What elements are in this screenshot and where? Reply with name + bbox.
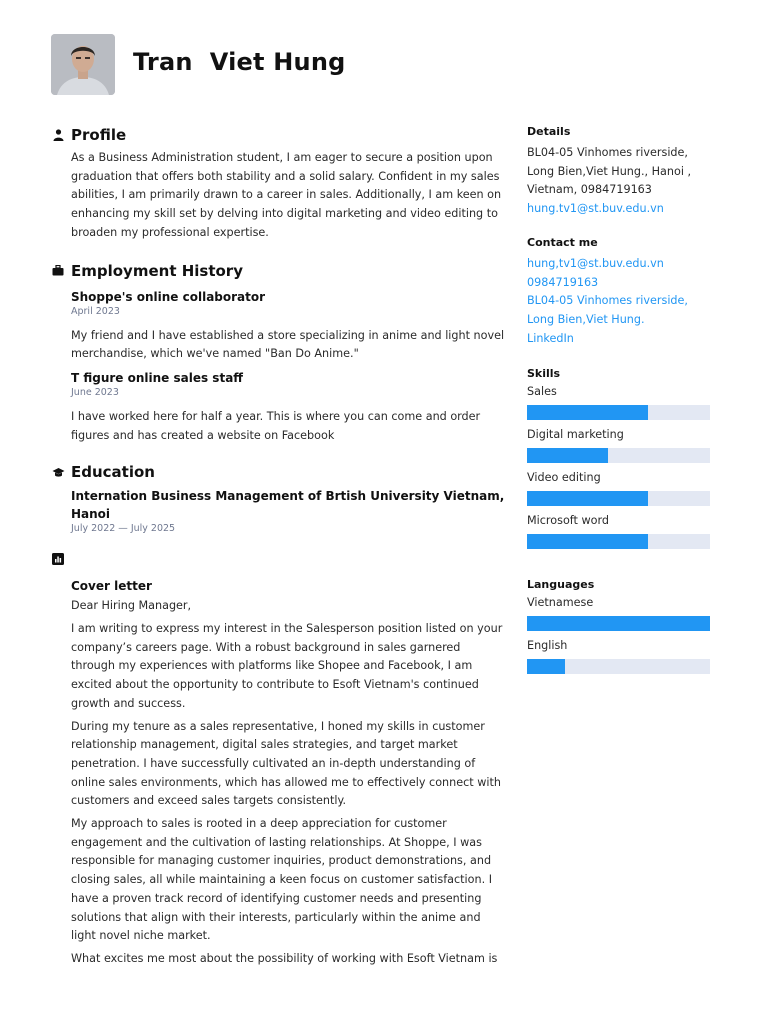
job-date: June 2023	[71, 386, 119, 398]
details-address: Long Bien,Viet Hung., Hanoi ,	[527, 164, 692, 178]
language-label: English	[527, 639, 568, 653]
job-date: April 2023	[71, 305, 120, 317]
person-icon	[51, 128, 65, 142]
skill-bar	[527, 491, 710, 506]
cover-paragraph: During my tenure as a sales representative, I honed my skills in customer relationship management, digital sales strategies, and target market penetration. I have successfully cultivated an in-depth understanding of online sales environments, which has allowed me to effectively connect with customers and exceed sales targets consistently.	[71, 719, 501, 808]
contact-email-link[interactable]: hung,tv1@st.buv.edu.vn	[527, 256, 664, 270]
skill-bar-fill	[527, 405, 648, 420]
skills-title: Skills	[527, 367, 561, 381]
education-date: July 2022 — July 2025	[71, 523, 176, 535]
skill-bar-fill	[527, 448, 608, 463]
contact-title: Contact me	[527, 235, 598, 249]
skill-bar	[527, 448, 710, 463]
details-address: Vietnam, 0984719163	[527, 183, 652, 197]
languages-list	[527, 595, 710, 674]
contact-address-link[interactable]: BL04-05 Vinhomes riverside,	[527, 294, 688, 308]
education-section-header	[51, 459, 506, 485]
employment-title: Employment History	[71, 261, 243, 280]
language-bar-fill	[527, 616, 710, 631]
linkedin-link[interactable]: LinkedIn	[527, 331, 574, 345]
skill-label: Digital marketing	[527, 428, 624, 442]
profile-photo	[51, 34, 115, 95]
main-column	[51, 118, 506, 969]
education-title: Education	[71, 463, 155, 482]
skill-bar	[527, 405, 710, 420]
details-email-link[interactable]: hung.tv1@st.buv.edu.vn	[527, 202, 664, 216]
language-bar	[527, 616, 710, 631]
profile-title: Profile	[71, 126, 127, 144]
language-bar	[527, 659, 710, 674]
job-title: Shoppe's online collaborator	[71, 289, 266, 304]
job-description: My friend and I have established a store specializing in anime and light novel merchandise, which we've named "Ban Do Anime."	[71, 328, 505, 361]
skill-label: Video editing	[527, 471, 601, 485]
school-name: Internation Business Management of Brtish University Vietnam, Hanoi	[71, 489, 505, 522]
language-label: Vietnamese	[527, 596, 594, 610]
language-bar-fill	[527, 659, 565, 674]
cover-paragraph: What excites me most about the possibility of working with Esoft Vietnam is	[71, 951, 498, 965]
contact-address-link[interactable]: Long Bien,Viet Hung.	[527, 312, 645, 326]
skill-label: Microsoft word	[527, 514, 609, 528]
candidate-name: Tran Viet Hung	[133, 48, 346, 76]
languages-title: Languages	[527, 578, 595, 592]
skill-bar-fill	[527, 491, 648, 506]
contact-phone-link[interactable]: 0984719163	[527, 275, 599, 289]
skills-list	[527, 384, 710, 549]
sidebar	[527, 124, 710, 681]
skill-bar	[527, 534, 710, 549]
details-title: Details	[527, 125, 571, 138]
cover-letter-title: Cover letter	[71, 579, 152, 594]
cover-paragraph: My approach to sales is rooted in a deep appreciation for customer engagement and the cultivation of lasting relationships. At Shoppe, I was responsible for managing customer inquiries, product demonstrations, and closing sales, all while maintaining a keen focus on customer satisfaction. I have a proven track record of identifying customer needs and presenting solutions that align with their interests, particularly within the anime and light novel niche market.	[71, 817, 493, 943]
cover-paragraph: I am writing to express my interest in the Salesperson position listed on your company’s careers page. With a robust background in sales garnered through my experiences with platforms like Shopee and Facebook, I am excited about the opportunity to contribute to Esoft Vietnam's continued growth and success.	[71, 622, 503, 710]
briefcase-icon	[51, 264, 65, 278]
skill-label: Sales	[527, 385, 557, 399]
chart-icon	[51, 552, 65, 566]
job-title: T figure online sales staff	[71, 370, 244, 385]
skill-bar-fill	[527, 534, 648, 549]
profile-text: As a Business Administration student, I am eager to secure a position upon graduation that offers both stability and a solid salary. Confident in my sales abilities, I am primarily drawn to a career in sales. Additionally, I am keen on enhancing my skill set by delving into digital marketing and video editing to broaden my professional expertise.	[71, 151, 502, 239]
profile-section-header	[51, 122, 506, 148]
details-address: BL04-05 Vinhomes riverside,	[527, 146, 688, 159]
cover-greeting: Dear Hiring Manager,	[71, 599, 192, 613]
cover-section-header	[51, 549, 506, 569]
employment-section-header	[51, 258, 506, 284]
job-description: I have worked here for half a year. This is where you can come and order figures and has created a website on Facebook	[71, 409, 481, 442]
graduation-cap-icon	[51, 465, 65, 479]
